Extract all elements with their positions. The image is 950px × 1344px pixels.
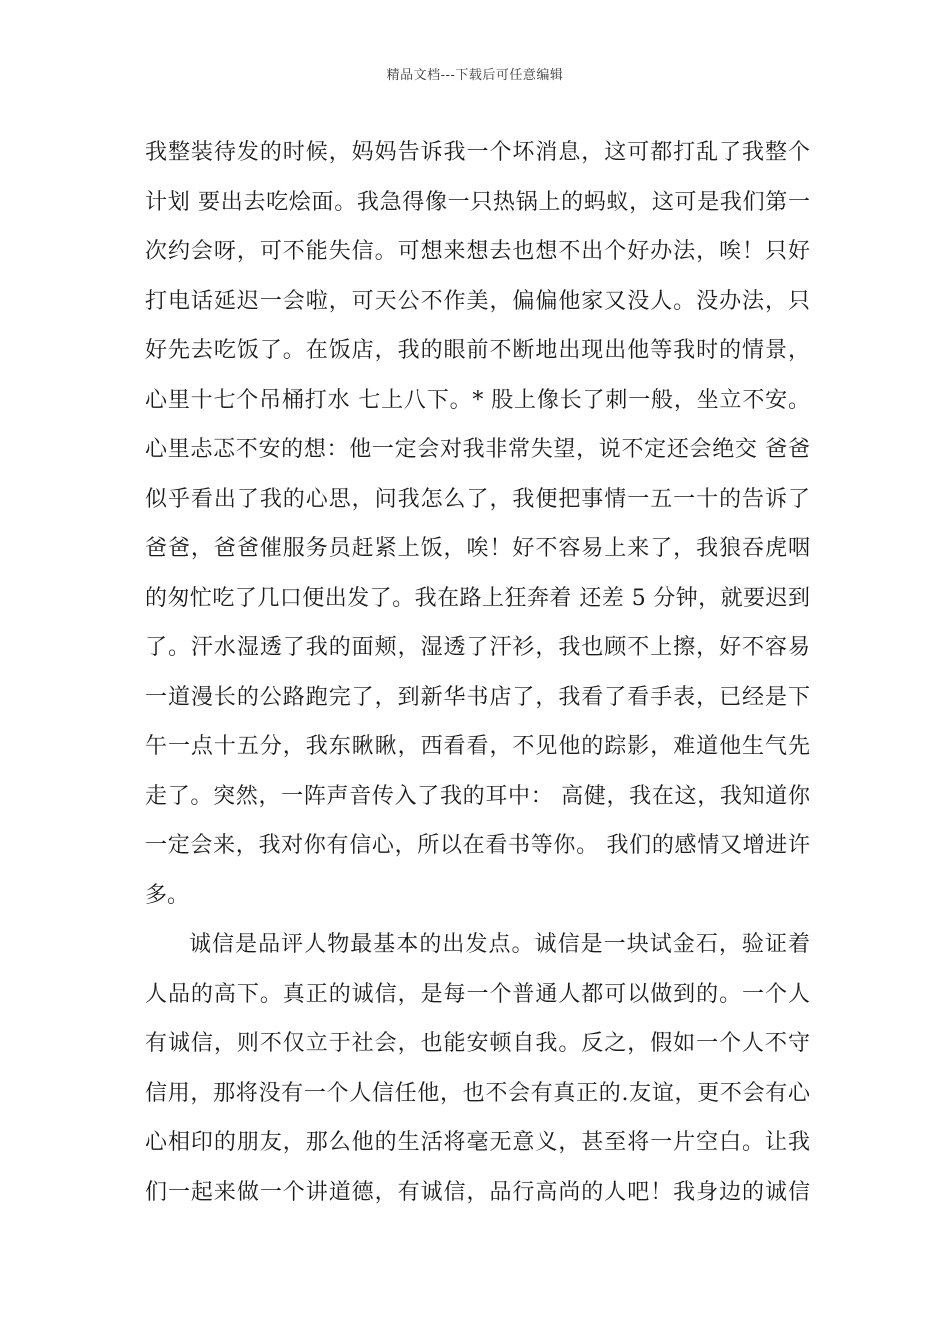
text-line: 的匆忙吃了几口便出发了。我在路上狂奔着 还差 5 分钟，就要迟到 (145, 585, 810, 611)
paragraph-integrity (145, 920, 810, 1217)
text-line: 有诚信，则不仅立于社会，也能安顿自我。反之，假如一个人不守 (145, 1031, 810, 1056)
page-header: 精品文档---下载后可任意编辑 (386, 68, 564, 83)
text-line: 我整装待发的时候，妈妈告诉我一个坏消息，这可都打乱了我整个 (145, 140, 810, 165)
text-line: 多。 (145, 882, 190, 908)
text-line: 一定会来，我对你有信心，所以在看书等你。 我们的感情又增进许 (145, 833, 810, 858)
text-line: 好先去吃饭了。在饭店，我的眼前不断地出现出他等我时的情景， (145, 338, 810, 363)
text-line: 心里忐忑不安的想：他一定会对我非常失望，说不定还会绝交 爸爸 (145, 437, 810, 462)
paragraph-story (145, 128, 810, 920)
text-line: 们一起来做一个讲道德，有诚信，品行高尚的人吧！我身边的诚信 (145, 1179, 810, 1205)
text-line: 似乎看出了我的心思，问我怎么了，我便把事情一五一十的告诉了 (145, 486, 810, 512)
text-line: 走了。突然，一阵声音传入了我的耳中： 高健，我在这，我知道你 (145, 783, 810, 809)
text-line: 诚信是品评人物最基本的出发点。诚信是一块试金石，验证着 (189, 932, 810, 957)
text-line: 打电话延迟一会啦，可天公不作美，偏偏他家又没人。没办法，只 (145, 288, 810, 314)
document-body (145, 128, 810, 1217)
text-line: 次约会呀，可不能失信。可想来想去也想不出个好办法，唉！只好 (145, 239, 810, 264)
text-line: 人品的高下。真正的诚信，是每一个普通人都可以做到的。一个人 (145, 981, 810, 1007)
text-line: 心里十七个吊桶打水 七上八下。* 股上像长了刺一般，坐立不安。 (145, 387, 810, 413)
text-line: 一道漫长的公路跑完了，到新华书店了，我看了看手表，已经是下 (145, 684, 810, 710)
text-line: 午一点十五分，我东瞅瞅，西看看，不见他的踪影，难道他生气先 (145, 734, 810, 759)
text-line: 心相印的朋友，那么他的生活将毫无意义，甚至将一片空白。让我 (145, 1130, 810, 1155)
text-line: 计划 要出去吃烩面。我急得像一只热锅上的蚂蚁，这可是我们第一 (145, 189, 810, 215)
text-line: 爸爸，爸爸催服务员赶紧上饭，唉！好不容易上来了，我狼吞虎咽 (145, 536, 810, 561)
text-line: 信用，那将没有一个人信任他，也不会有真正的.友谊，更不会有心 (145, 1080, 810, 1106)
text-line: 了。汗水湿透了我的面颊，湿透了汗衫，我也顾不上擦，好不容易 (145, 635, 810, 660)
